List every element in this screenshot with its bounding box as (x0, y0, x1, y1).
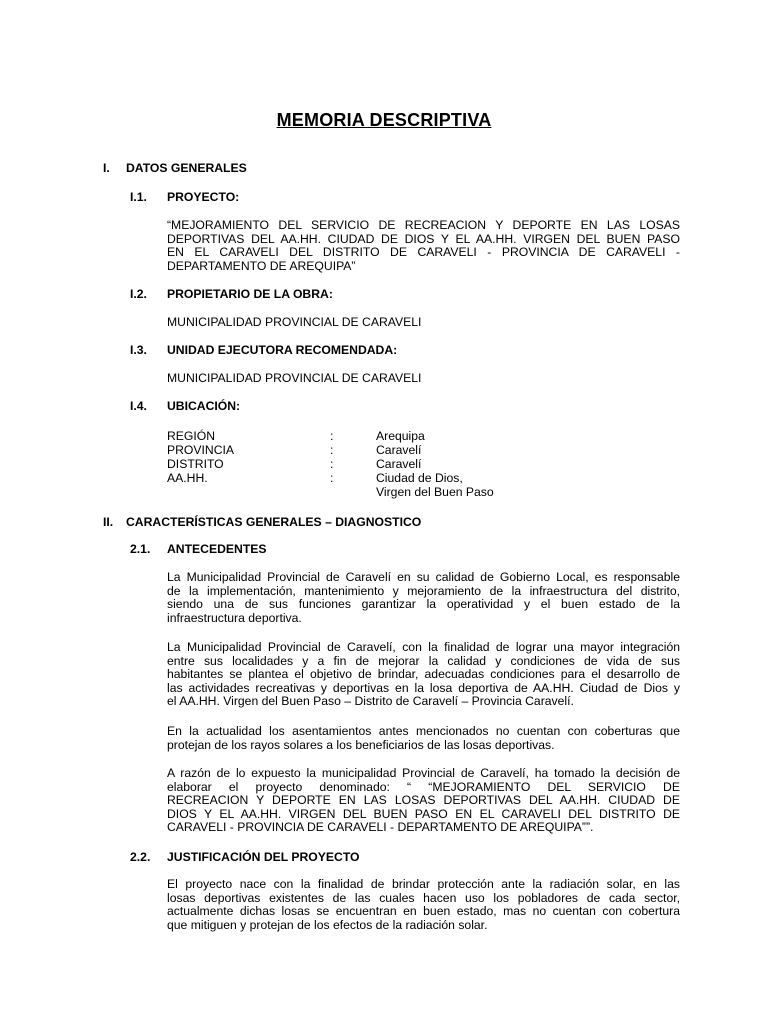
subsection-1-4-number: I.4. (130, 399, 147, 413)
project-name-paragraph (167, 219, 680, 273)
paragraph-line: entre sus localidades y a fin de mejorar la calidad y condiciones de vida de sus (167, 653, 680, 668)
paragraph-line: La Municipalidad Provincial de Caravelí, con la finalidad de lograr una mayor integración (167, 640, 680, 654)
background-paragraph-1 (167, 571, 680, 625)
background-paragraph-3 (167, 725, 680, 752)
subsection-1-4-heading: UBICACIÓN: (167, 399, 241, 413)
subsection-2-2-heading: JUSTIFICACIÓN DEL PROYECTO (167, 850, 360, 864)
paragraph-line: losas deportivas existentes de las cuales hacen uso los pobladores de cada sector, (167, 890, 680, 905)
background-paragraph-2 (167, 641, 680, 709)
location-value: Virgen del Buen Paso (376, 485, 494, 499)
location-value: Caravelí (376, 457, 422, 471)
paragraph-line: habitantes se plantea el objetivo de brindar, adecuadas condiciones para el desarrollo de (167, 667, 680, 682)
subsection-1-2-heading: PROPIETARIO DE LA OBRA: (167, 287, 333, 301)
paragraph-line: elaborar el proyecto denominado: “ “MEJORAMIENTO DEL SERVICIO DE (167, 779, 680, 794)
location-separator: : (330, 471, 334, 485)
paragraph-line: CARAVELI - PROVINCIA DE CARAVELI - DEPARTAMENTO DE AREQUIPA””. (167, 820, 594, 835)
paragraph-line: las actividades recreativas y deportivas en la losa deportiva de AA.HH. Ciudad de Dios y (167, 680, 680, 695)
paragraph-line: DEPORTIVAS DEL AA.HH. CIUDAD DE DIOS Y EL AA.HH. VIRGEN DEL BUEN PASO (167, 231, 680, 246)
location-separator: : (330, 443, 334, 457)
paragraph-line: siendo una de sus funciones garantizar la operatividad y el buen estado de la (167, 597, 680, 612)
document-title: MEMORIA DESCRIPTIVA (276, 110, 492, 130)
paragraph-line: el AA.HH. Virgen del Buen Paso – Distrito de Caravelí – Provincia Caravelí. (167, 694, 574, 709)
section-1-heading: DATOS GENERALES (126, 161, 247, 175)
paragraph-line: La Municipalidad Provincial de Caravelí en su calidad de Gobierno Local, es responsable (167, 570, 680, 584)
subsection-2-2-number: 2.2. (130, 850, 151, 864)
executing-unit-text: MUNICIPALIDAD PROVINCIAL DE CARAVELI (167, 371, 422, 385)
section-1-number: I. (103, 161, 110, 175)
subsection-1-2-number: I.2. (130, 287, 147, 301)
location-value: Ciudad de Dios, (376, 471, 463, 485)
paragraph-line: DEPARTAMENTO DE AREQUIPA” (167, 258, 356, 273)
paragraph-line: “MEJORAMIENTO DEL SERVICIO DE RECREACION Y DEPORTE EN LAS LOSAS (167, 218, 680, 232)
subsection-1-3-number: I.3. (130, 343, 147, 357)
paragraph-line: que mitiguen y protejan de los efectos de la radiación solar. (167, 917, 488, 932)
justification-paragraph (167, 878, 680, 932)
paragraph-line: EN EL CARAVELI DEL DISTRITO DE CARAVELI - PROVINCIA DE CARAVELI - (167, 245, 680, 260)
background-paragraph-4 (167, 767, 680, 835)
location-separator: : (330, 457, 334, 471)
section-2-heading: CARACTERÍSTICAS GENERALES – DIAGNOSTICO (126, 515, 422, 529)
subsection-1-1-number: I.1. (130, 190, 147, 204)
location-label: DISTRITO (167, 457, 224, 471)
subsection-2-1-heading: ANTECEDENTES (167, 542, 267, 556)
paragraph-line: A razón de lo expuesto la municipalidad Provincial de Caravelí, ha tomado la decisión de (167, 766, 680, 780)
location-label: PROVINCIA (167, 443, 235, 457)
subsection-2-1-number: 2.1. (130, 542, 151, 556)
subsection-1-3-heading: UNIDAD EJECUTORA RECOMENDADA: (167, 343, 398, 357)
paragraph-line: actualmente dichas losas se encuentran en buen estado, mas no cuentan con cobertura (167, 904, 680, 919)
location-separator: : (330, 429, 334, 443)
subsection-1-1-heading: PROYECTO: (167, 190, 240, 204)
paragraph-line: En la actualidad los asentamientos antes mencionados no cuentan con coberturas que (167, 724, 680, 738)
paragraph-line: RECREACION Y DEPORTE EN LAS LOSAS DEPORTIVAS DEL AA.HH. CIUDAD DE (167, 793, 680, 808)
location-value: Caravelí (376, 443, 422, 457)
owner-text: MUNICIPALIDAD PROVINCIAL DE CARAVELI (167, 315, 422, 329)
location-label: AA.HH. (167, 471, 208, 485)
paragraph-line: El proyecto nace con la finalidad de brindar protección ante la radiación solar, en las (167, 877, 680, 891)
paragraph-line: de la implementación, mantenimiento y mejoramiento de la infraestructura del distrito, (167, 583, 680, 598)
paragraph-line: infraestructura deportiva. (167, 610, 302, 625)
section-2-number: II. (103, 515, 114, 529)
paragraph-line: protejan de los rayos solares a los beneficiarios de las losas deportivas. (167, 737, 555, 752)
paragraph-line: DIOS Y EL AA.HH. VIRGEN DEL BUEN PASO EN EL CARAVELI DEL DISTRITO DE (167, 806, 680, 821)
location-value: Arequipa (376, 429, 425, 443)
location-label: REGIÓN (167, 429, 216, 443)
